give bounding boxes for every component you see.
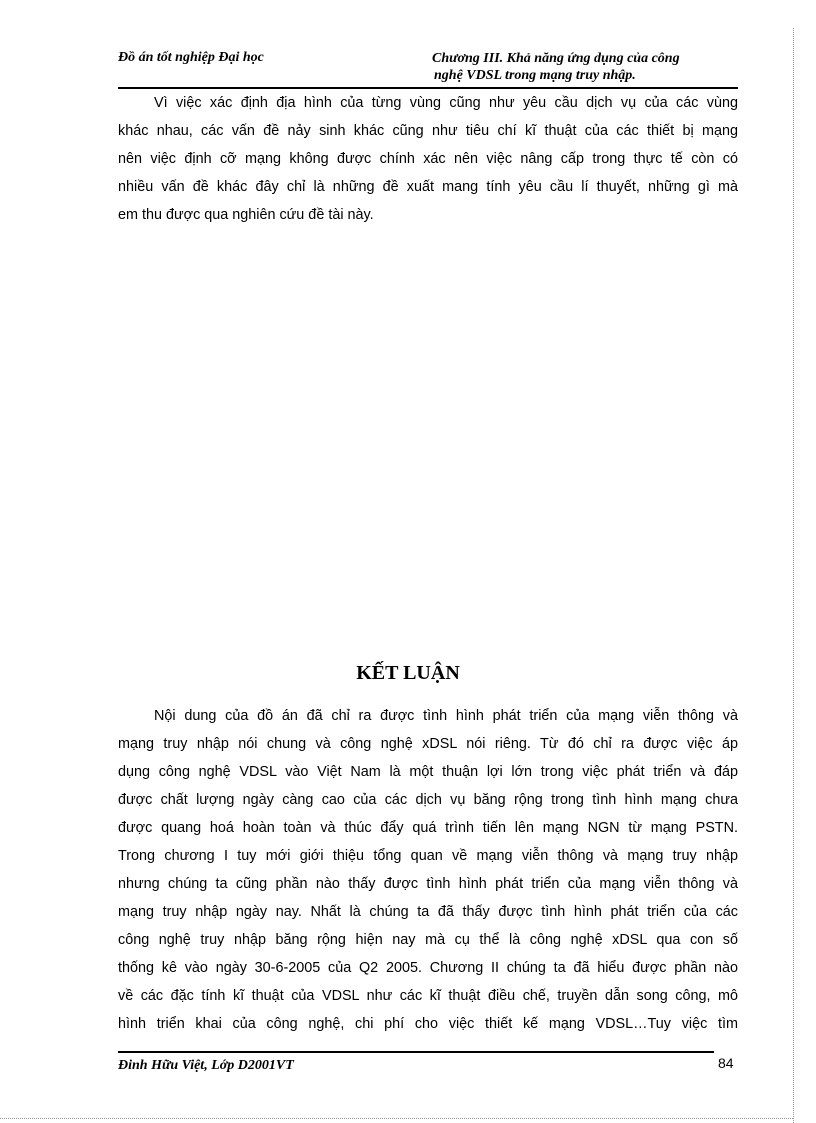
conclusion-line: nhưng chúng ta cũng phần nào thấy được tình hình phát triển của mạng viễn thông và (118, 876, 738, 892)
intro-line: em thu được qua nghiên cứu đề tài này. (118, 207, 374, 223)
header-right-line-1: Chương III. Khả năng ứng dụng của công (432, 51, 680, 66)
section-title: KẾT LUẬN (356, 662, 460, 684)
header-right-line-2: nghệ VDSL trong mạng truy nhập. (434, 68, 636, 83)
conclusion-line: mạng truy nhập ngày nay. Nhất là chúng ta đã thấy được tình hình phát triển của các (118, 904, 738, 920)
conclusion-line: Trong chương I tuy mới giới thiệu tổng quan về mạng viễn thông và mạng truy nhập (118, 848, 738, 864)
page-number: 84 (718, 1055, 734, 1071)
conclusion-line: công nghệ truy nhập băng rộng hiện nay mà cụ thể là công nghệ xDSL qua con số (118, 932, 738, 948)
conclusion-line: về các đặc tính kĩ thuật của VDSL như các kĩ thuật điều chế, truyền dẫn song công, mô (118, 988, 738, 1004)
conclusion-paragraph (118, 702, 738, 1038)
conclusion-line: được chất lượng ngày càng cao của các dịch vụ băng rộng trong tình hình mạng chưa (118, 792, 738, 808)
conclusion-line: thống kê vào ngày 30-6-2005 của Q2 2005. Chương II chúng ta đã hiểu được phần nào (118, 960, 738, 976)
intro-line: nhiều vấn đề khác đây chỉ là những đề xuất mang tính yêu cầu lí thuyết, những gì mà (118, 179, 738, 195)
footer-author: Đinh Hữu Việt, Lớp D2001VT (118, 1058, 294, 1073)
conclusion-line: hình triển khai của công nghệ, chi phí cho việc thiết kế mạng VDSL…Tuy việc tìm (118, 1016, 738, 1032)
header-left: Đồ án tốt nghiệp Đại học (118, 50, 264, 65)
conclusion-line: được quang hoá hoàn toàn và thúc đẩy quá trình tiến lên mạng NGN từ mạng PSTN. (118, 820, 738, 836)
intro-line: Vì việc xác định địa hình của từng vùng cũng như yêu cầu dịch vụ của các vùng (154, 95, 738, 111)
page-edge-bottom (0, 1118, 793, 1119)
conclusion-line: Nội dung của đồ án đã chỉ ra được tình hình phát triển của mạng viễn thông và (154, 708, 738, 724)
intro-line: nên việc định cỡ mạng không được chính xác nên việc nâng cấp trong thực tế còn có (118, 151, 738, 167)
page-edge-right (793, 28, 794, 1123)
header-right (432, 50, 680, 84)
conclusion-line: dụng công nghệ VDSL vào Việt Nam là một thuận lợi lớn trong việc phát triển và đáp (118, 764, 738, 780)
intro-paragraph (118, 89, 738, 229)
intro-line: khác nhau, các vấn đề nảy sinh khác cũng như tiêu chí kĩ thuật của các thiết bị mạng (118, 123, 738, 139)
conclusion-line: mạng truy nhập nói chung và công nghệ xDSL nói riêng. Từ đó chỉ ra được việc áp (118, 736, 738, 752)
footer-divider (118, 1051, 714, 1053)
